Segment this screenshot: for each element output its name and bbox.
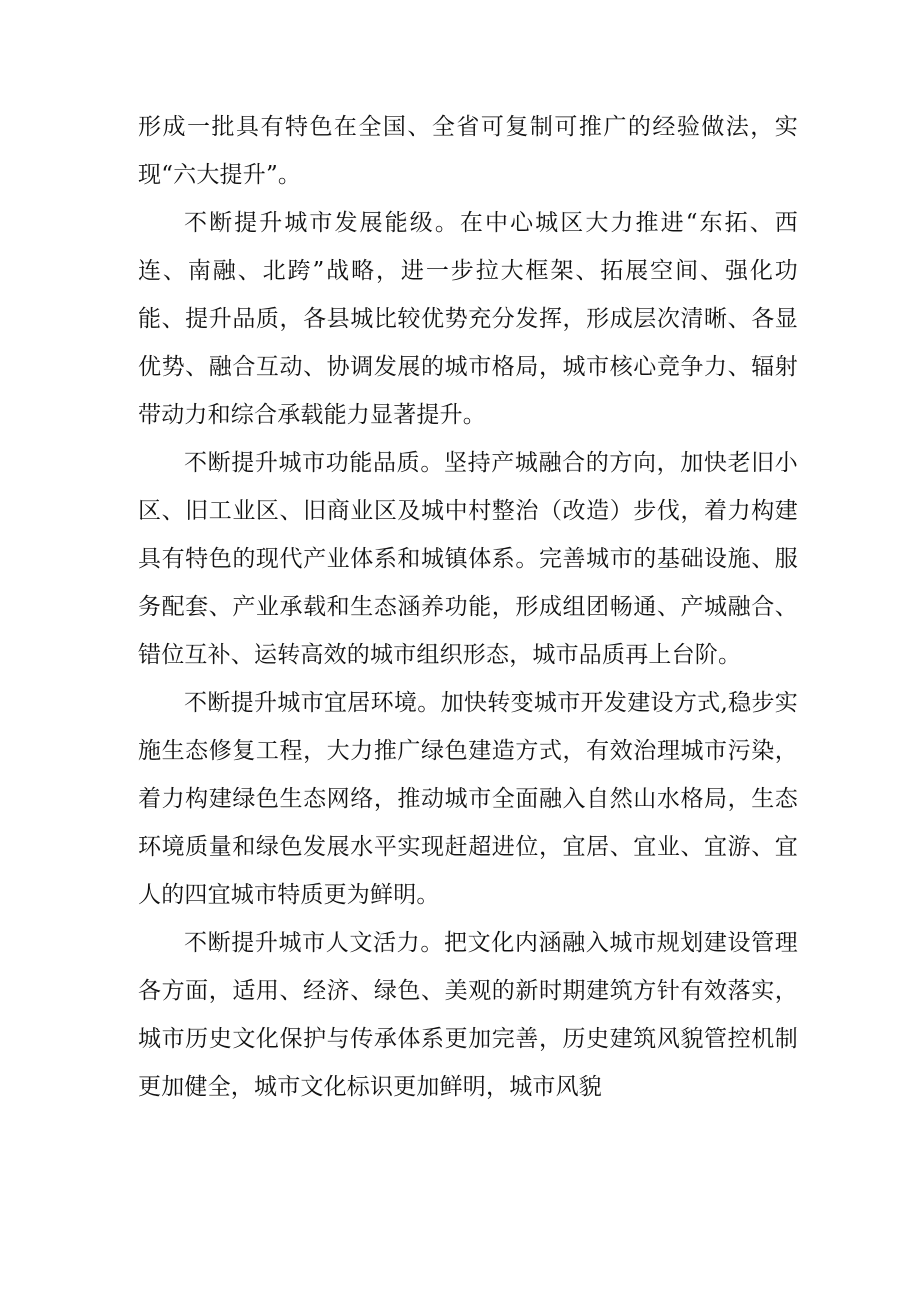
- paragraph-livable-environment: 不断提升城市宜居环境。加快转变城市开发建设方式,稳步实施生态修复工程，大力推广绿色建造方式，有效治理城市污染，着力构建绿色生态网络，推动城市全面融入自然山水格局，生态环境质量和绿色发展水平实现赶超进位，宜居、宜业、宜游、宜人的四宜城市特质更为鲜明。: [138, 690, 798, 908]
- document-body: [138, 103, 798, 1111]
- paragraph-continuation: 形成一批具有特色在全国、全省可复制可推广的经验做法，实现“六大提升”。: [138, 114, 798, 188]
- paragraph-cultural-vitality: 不断提升城市人文活力。把文化内涵融入城市规划建设管理各方面，适用、经济、绿色、美观的新时期建筑方针有效落实，城市历史文化保护与传承体系更加完善，历史建筑风貌管控机制更加健全，城市文化标识更加鲜明，城市风貌: [138, 930, 798, 1100]
- paragraph-development-level: 不断提升城市发展能级。在中心城区大力推进“东拓、西连、南融、北跨”战略，进一步拉大框架、拓展空间、强化功能、提升品质，各县城比较优势充分发挥，形成层次清晰、各显优势、融合互动、协调发展的城市格局，城市核心竞争力、辐射带动力和综合承载能力显著提升。: [138, 210, 798, 428]
- paragraph-function-quality: 不断提升城市功能品质。坚持产城融合的方向，加快老旧小区、旧工业区、旧商业区及城中村整治（改造）步伐，着力构建具有特色的现代产业体系和城镇体系。完善城市的基础设施、服务配套、产业承载和生态涵养功能，形成组团畅通、产城融合、错位互补、运转高效的城市组织形态，城市品质再上台阶。: [138, 450, 798, 668]
